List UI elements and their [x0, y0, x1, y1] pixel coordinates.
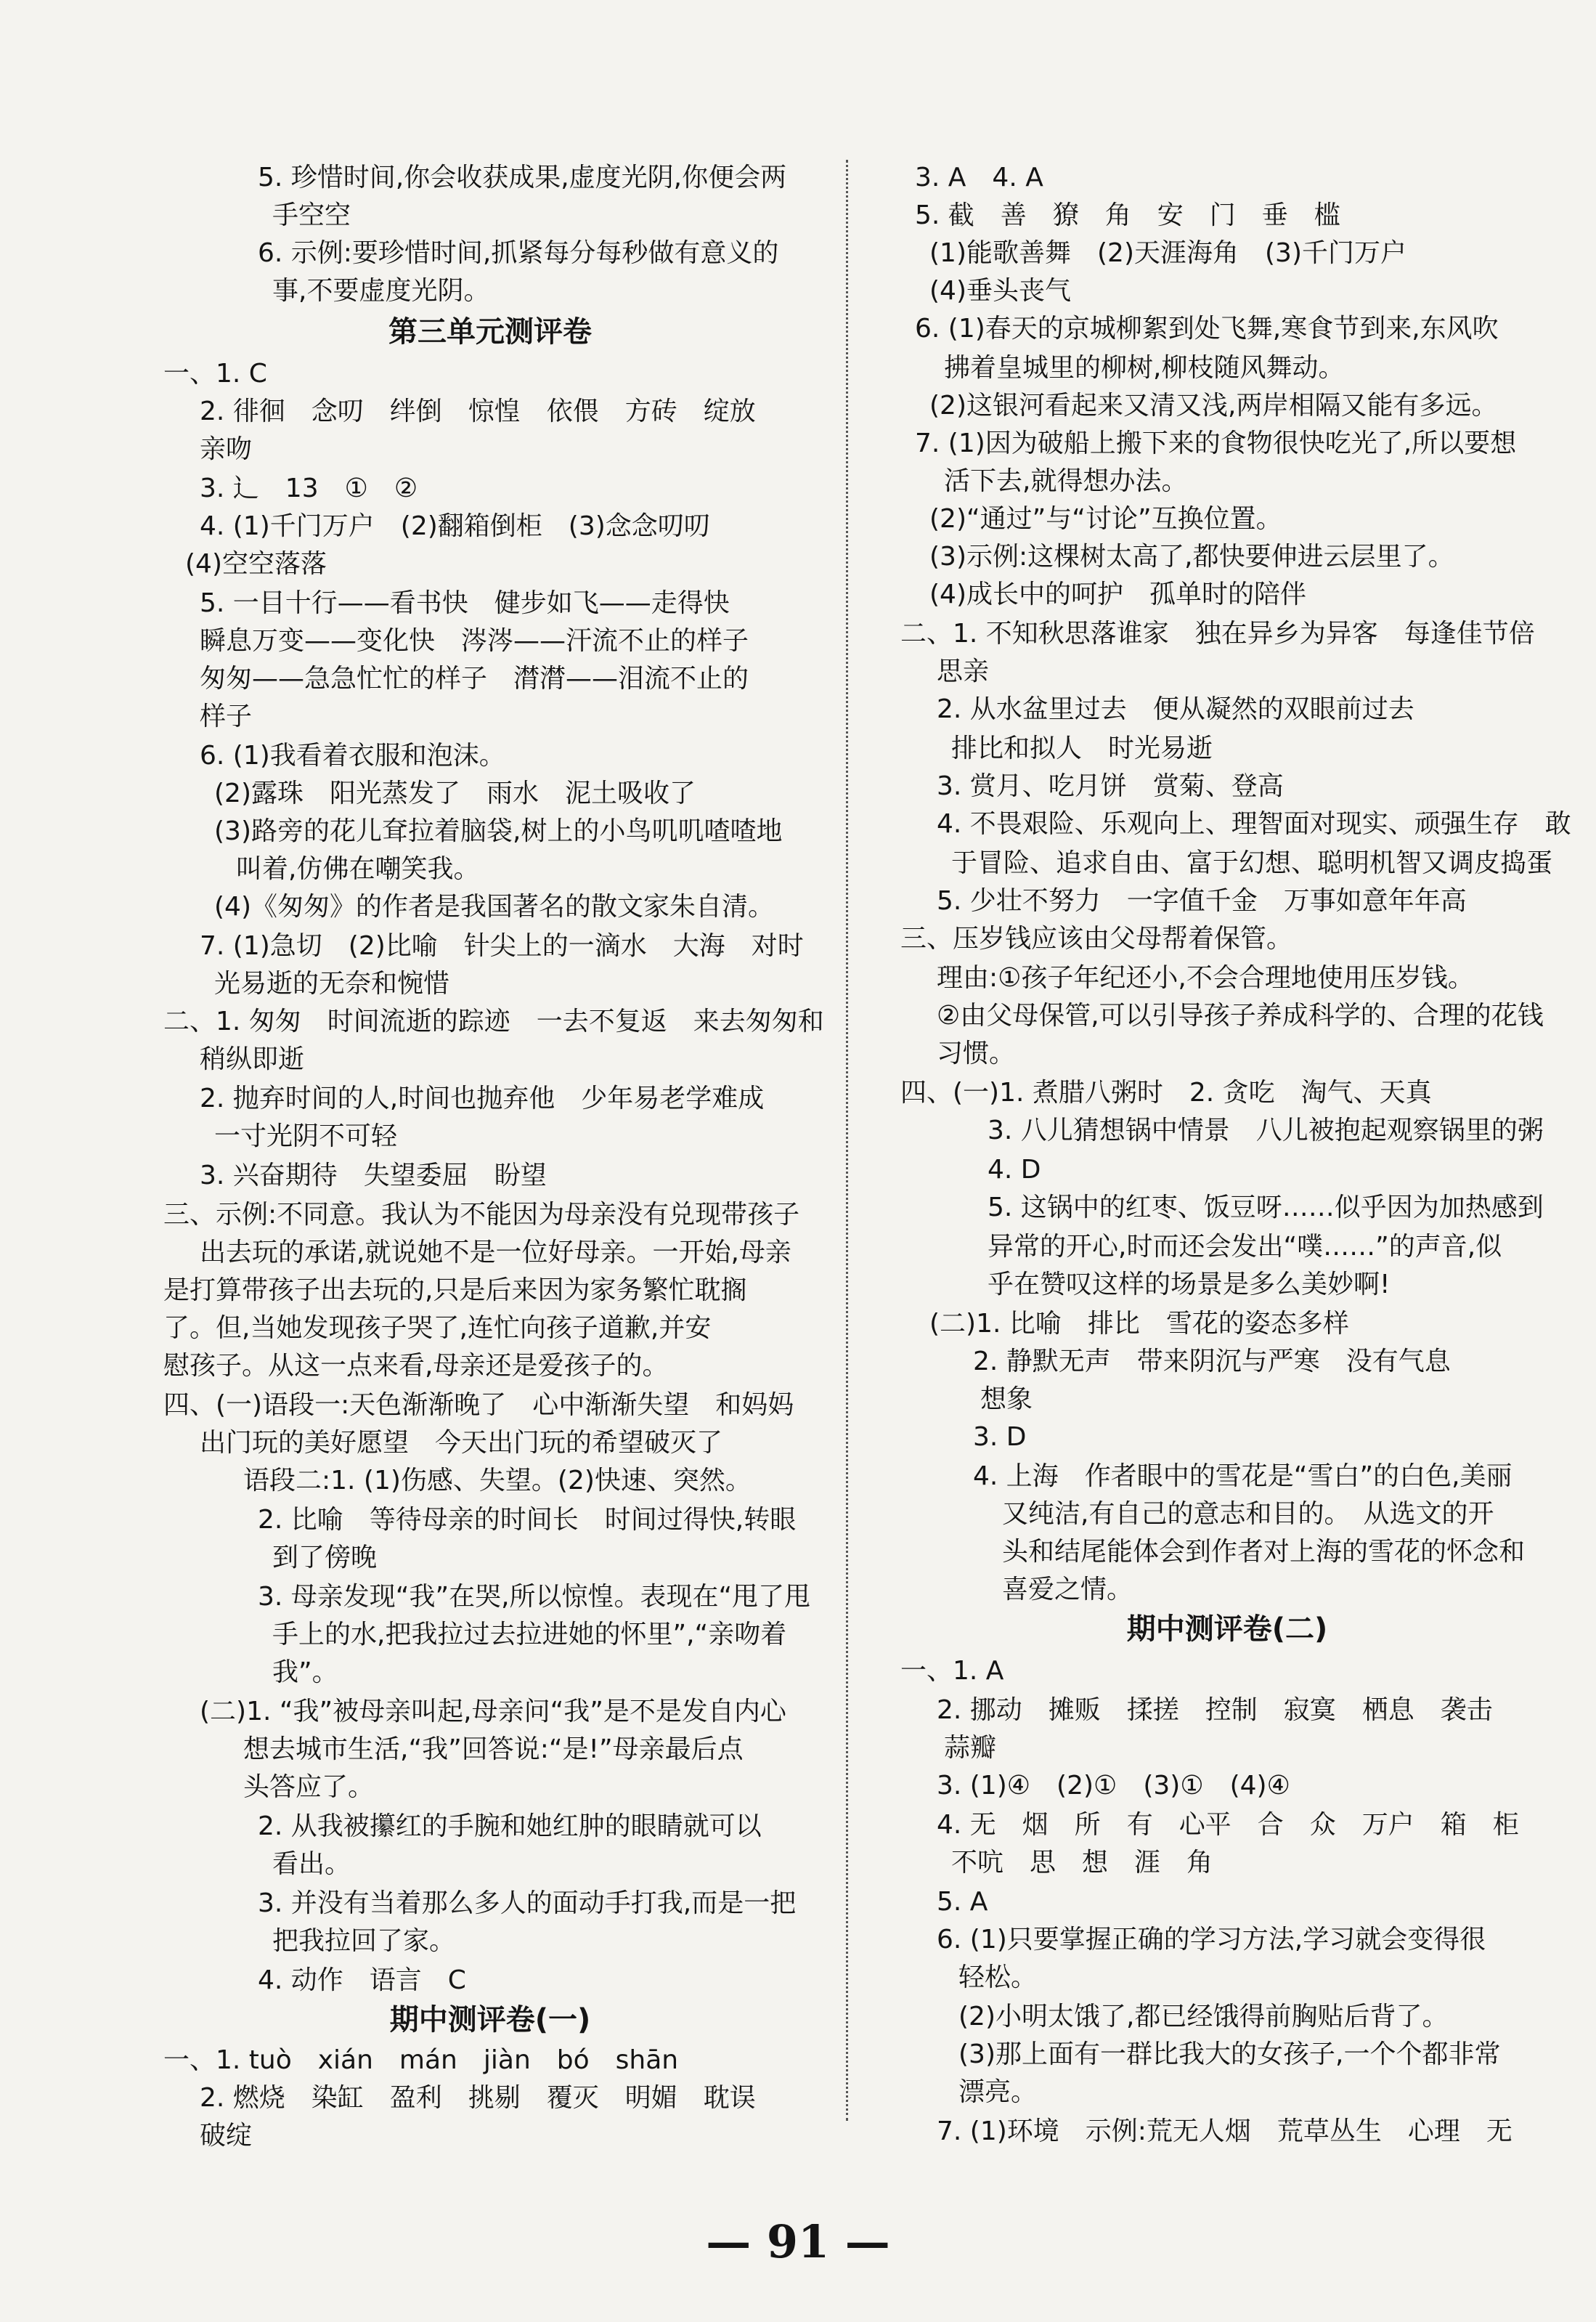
right-column-line: 异常的开心,时而还会发出“噗……”的声音,似	[988, 1232, 1502, 1262]
right-column-line: 排比和拟人 时光易逝	[951, 734, 1213, 763]
right-column-line: 拂着皇城里的柳树,柳枝随风舞动。	[944, 353, 1345, 383]
right-column-line: (4)垂头丧气	[929, 276, 1071, 306]
right-column-line: 7. (1)环境 示例:荒无人烟 荒草丛生 心理 无	[937, 2116, 1512, 2146]
right-column-line: 4. 上海 作者眼中的雪花是“雪白”的白色,美丽	[973, 1461, 1512, 1491]
section-title: 期中测评卷(一)	[389, 2003, 591, 2037]
left-column-line: 事,不要虚度光阴。	[272, 276, 490, 306]
left-column-line: 我”。	[272, 1657, 338, 1687]
right-column-line: 又纯洁,有自己的意志和目的。 从选文的开	[1002, 1499, 1494, 1529]
left-column-line: 亲吻	[200, 434, 253, 464]
right-column-line: 3. 赏月、吃月饼 赏菊、登高	[937, 771, 1284, 801]
left-column-line: 语段二:1. (1)伤感、失望。(2)快速、突然。	[243, 1466, 752, 1495]
left-column-line: 2. 徘徊 念叨 绊倒 惊惶 依偎 方砖 绽放	[200, 397, 756, 426]
right-column-line: 2. 从水盆里过去 便从凝然的双眼前过去	[937, 694, 1414, 724]
left-column-line: 4. 动作 语言 C	[258, 1965, 466, 1995]
right-column-line: 一、1. A	[900, 1656, 1004, 1686]
right-column-line: 漂亮。	[958, 2077, 1038, 2107]
right-column-line: 理由:①孩子年纪还小,不会合理地使用压岁钱。	[937, 963, 1474, 993]
right-column-line: 于冒险、追求自由、富于幻想、聪明机智又调皮捣蛋	[951, 848, 1553, 878]
right-column-line: 不吭 思 想 涯 角	[951, 1848, 1213, 1878]
right-column-line: 4. 无 烟 所 有 心平 合 众 万户 箱 柜	[937, 1810, 1519, 1840]
left-column-line: 慰孩子。从这一点来看,母亲还是爱孩子的。	[163, 1351, 669, 1381]
left-column-line: 一、1. tuò xián mán jiàn bó shān	[163, 2045, 679, 2075]
left-column-line: 光易逝的无奈和惋惜	[214, 969, 450, 999]
right-column-line: (4)成长中的呵护 孤单时的陪伴	[929, 580, 1306, 609]
left-column-line: 2. 从我被攥红的手腕和她红肿的眼睛就可以	[258, 1811, 762, 1841]
left-column-line: 3. 并没有当着那么多人的面动手打我,而是一把	[258, 1888, 797, 1918]
right-column-line: 活下去,就得想办法。	[944, 466, 1188, 496]
right-column-line: 6. (1)只要掌握正确的学习方法,学习就会变得很	[937, 1925, 1486, 1954]
right-column-line: 思亲	[937, 657, 990, 686]
left-column-line: (2)露珠 阳光蒸发了 雨水 泥土吸收了	[214, 779, 696, 808]
right-column-line: 3. A 4. A	[915, 163, 1043, 192]
left-column-line: 头答应了。	[243, 1772, 375, 1802]
left-column-line: 5. 珍惜时间,你会收获成果,虚度光阴,你便会两	[258, 163, 787, 192]
left-column-line: 看出。	[272, 1849, 351, 1879]
left-column-line: 一寸光阴不可轻	[214, 1121, 398, 1151]
right-column-line: 5. 少壮不努力 一字值千金 万事如意年年高	[937, 886, 1467, 916]
right-column-line: (2)这银河看起来又清又浅,两岸相隔又能有多远。	[929, 391, 1498, 421]
right-column-line: 2. 挪动 摊贩 揉搓 控制 寂寞 栖息 袭击	[937, 1695, 1493, 1725]
right-column-line: 6. (1)春天的京城柳絮到处飞舞,寒食节到来,东风吹	[915, 314, 1499, 344]
right-column-line: 7. (1)因为破船上搬下来的食物很快吃光了,所以要想	[915, 429, 1517, 458]
left-column-line: 2. 燃烧 染缸 盈利 挑剔 覆灭 明媚 耽误	[200, 2083, 756, 2113]
left-column-line: 四、(一)语段一:天色渐渐晚了 心中渐渐失望 和妈妈	[163, 1390, 794, 1420]
left-column-line: 一、1. C	[163, 359, 267, 389]
section-title: 期中测评卷(二)	[1126, 1612, 1328, 1646]
left-column-line: 叫着,仿佛在嘲笑我。	[236, 854, 480, 884]
left-column-line: 到了傍晚	[272, 1543, 378, 1572]
right-column-line: 3. (1)④ (2)① (3)① (4)④	[937, 1771, 1290, 1801]
right-column-line: ②由父母保管,可以引导孩子养成科学的、合理的花钱	[937, 1001, 1544, 1031]
right-column-line: 头和结尾能体会到作者对上海的雪花的怀念和	[1002, 1537, 1526, 1567]
left-column-line: 瞬息万变——变化快 涔涔——汗流不止的样子	[200, 626, 749, 656]
left-column-line: 匆匆——急急忙忙的样子 潸潸——泪流不止的	[200, 664, 749, 694]
left-column-line: 3. 兴奋期待 失望委屈 盼望	[200, 1161, 547, 1190]
left-column-line: 二、1. 匆匆 时间流逝的踪迹 一去不复返 来去匆匆和	[163, 1007, 824, 1036]
left-column-line: 2. 比喻 等待母亲的时间长 时间过得快,转眼	[258, 1505, 797, 1535]
right-column-line: 4. D	[988, 1155, 1041, 1185]
page-number: — 91 —	[706, 2215, 890, 2268]
left-column-line: 想去城市生活,“我”回答说:“是!”母亲最后点	[243, 1734, 744, 1764]
right-column-line: 二、1. 不知秋思落谁家 独在异乡为异客 每逢佳节倍	[900, 619, 1535, 649]
right-column-line: 三、压岁钱应该由父母帮着保管。	[900, 924, 1293, 954]
left-column-line: 样子	[200, 702, 253, 731]
right-column-line: 轻松。	[958, 1962, 1038, 1992]
right-column-line: (2)小明太饿了,都已经饿得前胸贴后背了。	[958, 2002, 1449, 2031]
right-column-line: (3)那上面有一群比我大的女孩子,一个个都非常	[958, 2039, 1501, 2069]
left-column-line: 出门玩的美好愿望 今天出门玩的希望破灭了	[200, 1428, 723, 1458]
right-column-line: 4. 不畏艰险、乐观向上、理智面对现实、顽强生存 敢	[937, 809, 1571, 839]
left-column-line: (4)《匆匆》的作者是我国著名的散文家朱自清。	[214, 892, 774, 922]
left-column-line: 2. 抛弃时间的人,时间也抛弃他 少年易老学难成	[200, 1084, 765, 1113]
right-column-line: 2. 静默无声 带来阴沉与严寒 没有气息	[973, 1347, 1451, 1376]
section-title: 第三单元测评卷	[388, 315, 592, 349]
left-column-line: 3. 辶 13 ① ②	[200, 474, 418, 503]
left-column-line: 5. 一目十行——看书快 健步如飞——走得快	[200, 588, 730, 618]
left-column-line: 7. (1)急切 (2)比喻 针尖上的一滴水 大海 对时	[200, 931, 804, 961]
left-column-line: 4. (1)千门万户 (2)翻箱倒柜 (3)念念叨叨	[200, 511, 710, 541]
right-column-line: 5. 这锅中的红枣、饭豆呀……似乎因为加热感到	[988, 1193, 1544, 1222]
right-column-line: 3. D	[973, 1422, 1027, 1452]
right-column-line: 想象	[980, 1384, 1033, 1414]
left-column-line: (4)空空落落	[185, 549, 327, 579]
column-divider	[846, 160, 848, 2121]
right-column-line: 习惯。	[937, 1039, 1016, 1068]
right-column-line: (1)能歌善舞 (2)天涯海角 (3)千门万户	[929, 238, 1406, 268]
left-column-line: 手上的水,把我拉过去拉进她的怀里”,“亲吻着	[272, 1620, 787, 1649]
left-column-line: 三、示例:不同意。我认为不能因为母亲没有兑现带孩子	[163, 1200, 800, 1230]
right-column-line: 喜爱之情。	[1002, 1575, 1133, 1604]
left-column-line: 了。但,当她发现孩子哭了,连忙向孩子道歉,并安	[163, 1313, 712, 1343]
left-column-line: 手空空	[272, 200, 351, 230]
right-column-line: 蒜瓣	[944, 1733, 997, 1763]
right-column-line: 3. 八儿猜想锅中情景 八儿被抱起观察锅里的粥	[988, 1116, 1544, 1145]
left-column-line: 出去玩的承诺,就说她不是一位好母亲。一开始,母亲	[200, 1238, 791, 1267]
right-column-line: 5. 截 善 獠 角 安 门 垂 槛	[915, 200, 1340, 230]
right-column-line: (二)1. 比喻 排比 雪花的姿态多样	[929, 1309, 1349, 1339]
left-column-line: 是打算带孩子出去玩的,只是后来因为家务繁忙耽搁	[163, 1275, 747, 1305]
left-column-line: 稍纵即逝	[200, 1044, 305, 1074]
left-column-line: (3)路旁的花儿耷拉着脑袋,树上的小鸟叽叽喳喳地	[214, 816, 783, 846]
right-column-line: (2)“通过”与“讨论”互换位置。	[929, 504, 1282, 534]
right-column-line: 乎在赞叹这样的场景是多么美妙啊!	[988, 1270, 1391, 1299]
left-column-line: 3. 母亲发现“我”在哭,所以惊惶。表现在“甩了甩	[258, 1582, 811, 1612]
left-column-line: 6. (1)我看着衣服和泡沫。	[200, 741, 505, 771]
right-column-line: 四、(一)1. 煮腊八粥时 2. 贪吃 淘气、天真	[900, 1078, 1432, 1108]
right-column-line: 5. A	[937, 1887, 988, 1917]
left-column-line: 6. 示例:要珍惜时间,抓紧每分每秒做有意义的	[258, 238, 779, 268]
left-column-line: (二)1. “我”被母亲叫起,母亲问“我”是不是发自内心	[200, 1697, 786, 1726]
left-column-line: 把我拉回了家。	[272, 1926, 456, 1956]
right-column-line: (3)示例:这棵树太高了,都快要伸进云层里了。	[929, 542, 1454, 572]
left-column-line: 破绽	[200, 2121, 253, 2151]
